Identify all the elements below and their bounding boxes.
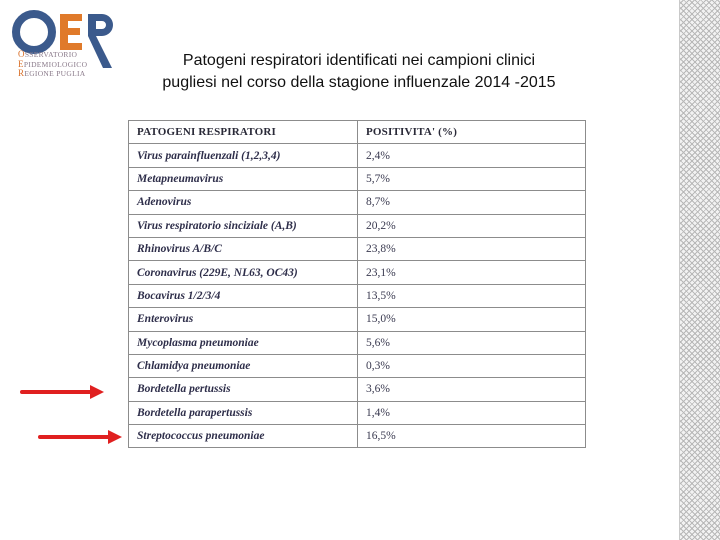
positivity-value: 20,2% (358, 214, 586, 237)
table-row (129, 144, 586, 167)
pathogen-table (128, 120, 586, 448)
table-row (129, 284, 586, 307)
pathogen-name: Virus parainfluenzali (1,2,3,4) (129, 144, 358, 167)
pathogen-name: Virus respiratorio sinciziale (A,B) (129, 214, 358, 237)
positivity-value: 15,0% (358, 308, 586, 331)
positivity-value: 8,7% (358, 191, 586, 214)
table-row (129, 308, 586, 331)
pathogen-name: Coronavirus (229E, NL63, OC43) (129, 261, 358, 284)
table-row (129, 167, 586, 190)
pathogen-name: Streptococcus pneumoniae (129, 425, 358, 448)
table-row (129, 214, 586, 237)
positivity-value: 3,6% (358, 378, 586, 401)
pathogen-name: Bordetella pertussis (129, 378, 358, 401)
title-line-1: Patogeni respiratori identificati nei campioni clinici (182, 52, 536, 69)
table-row (129, 237, 586, 260)
pathogen-name: Mycoplasma pneumoniae (129, 331, 358, 354)
logo-line-3: REGIONE PUGLIA (18, 68, 86, 78)
oer-logo (8, 6, 120, 82)
positivity-value: 5,6% (358, 331, 586, 354)
title-line-2: pugliesi nel corso della stagione influenzale 2014 -2015 (162, 74, 556, 91)
positivity-value: 5,7% (358, 167, 586, 190)
positivity-value: 1,4% (358, 401, 586, 424)
pathogen-name: Enterovirus (129, 308, 358, 331)
table-row (129, 191, 586, 214)
positivity-value: 23,8% (358, 237, 586, 260)
logo-caption (18, 50, 87, 79)
pathogen-name: Metapneumavirus (129, 167, 358, 190)
logo-r-shape (88, 14, 113, 68)
positivity-value: 2,4% (358, 144, 586, 167)
header-pathogen: PATOGENI RESPIRATORI (129, 121, 358, 144)
table-row (129, 354, 586, 377)
logo-o-shape (16, 14, 52, 50)
arrow-right-icon (20, 383, 106, 401)
positivity-value: 16,5% (358, 425, 586, 448)
table-row (129, 378, 586, 401)
logo-line-2: EPIDEMIOLOGICO (18, 58, 88, 69)
pathogen-name: Rhinovirus A/B/C (129, 237, 358, 260)
table-row (129, 401, 586, 424)
header-positivity: POSITIVITA' (%) (358, 121, 586, 144)
page-title (120, 50, 598, 94)
logo-e-shape (60, 14, 82, 50)
table-row (129, 261, 586, 284)
pathogen-name: Chlamidya pneumoniae (129, 354, 358, 377)
logo-line-1: OSSERVATORIO (18, 49, 78, 59)
positivity-value: 23,1% (358, 261, 586, 284)
pathogen-name: Adenovirus (129, 191, 358, 214)
table-row (129, 331, 586, 354)
arrow-right-icon (38, 428, 124, 446)
positivity-value: 13,5% (358, 284, 586, 307)
side-pattern-strip (679, 0, 720, 540)
positivity-value: 0,3% (358, 354, 586, 377)
pathogen-name: Bocavirus 1/2/3/4 (129, 284, 358, 307)
table-header-row (129, 121, 586, 144)
pathogen-name: Bordetella parapertussis (129, 401, 358, 424)
table-row (129, 425, 586, 448)
